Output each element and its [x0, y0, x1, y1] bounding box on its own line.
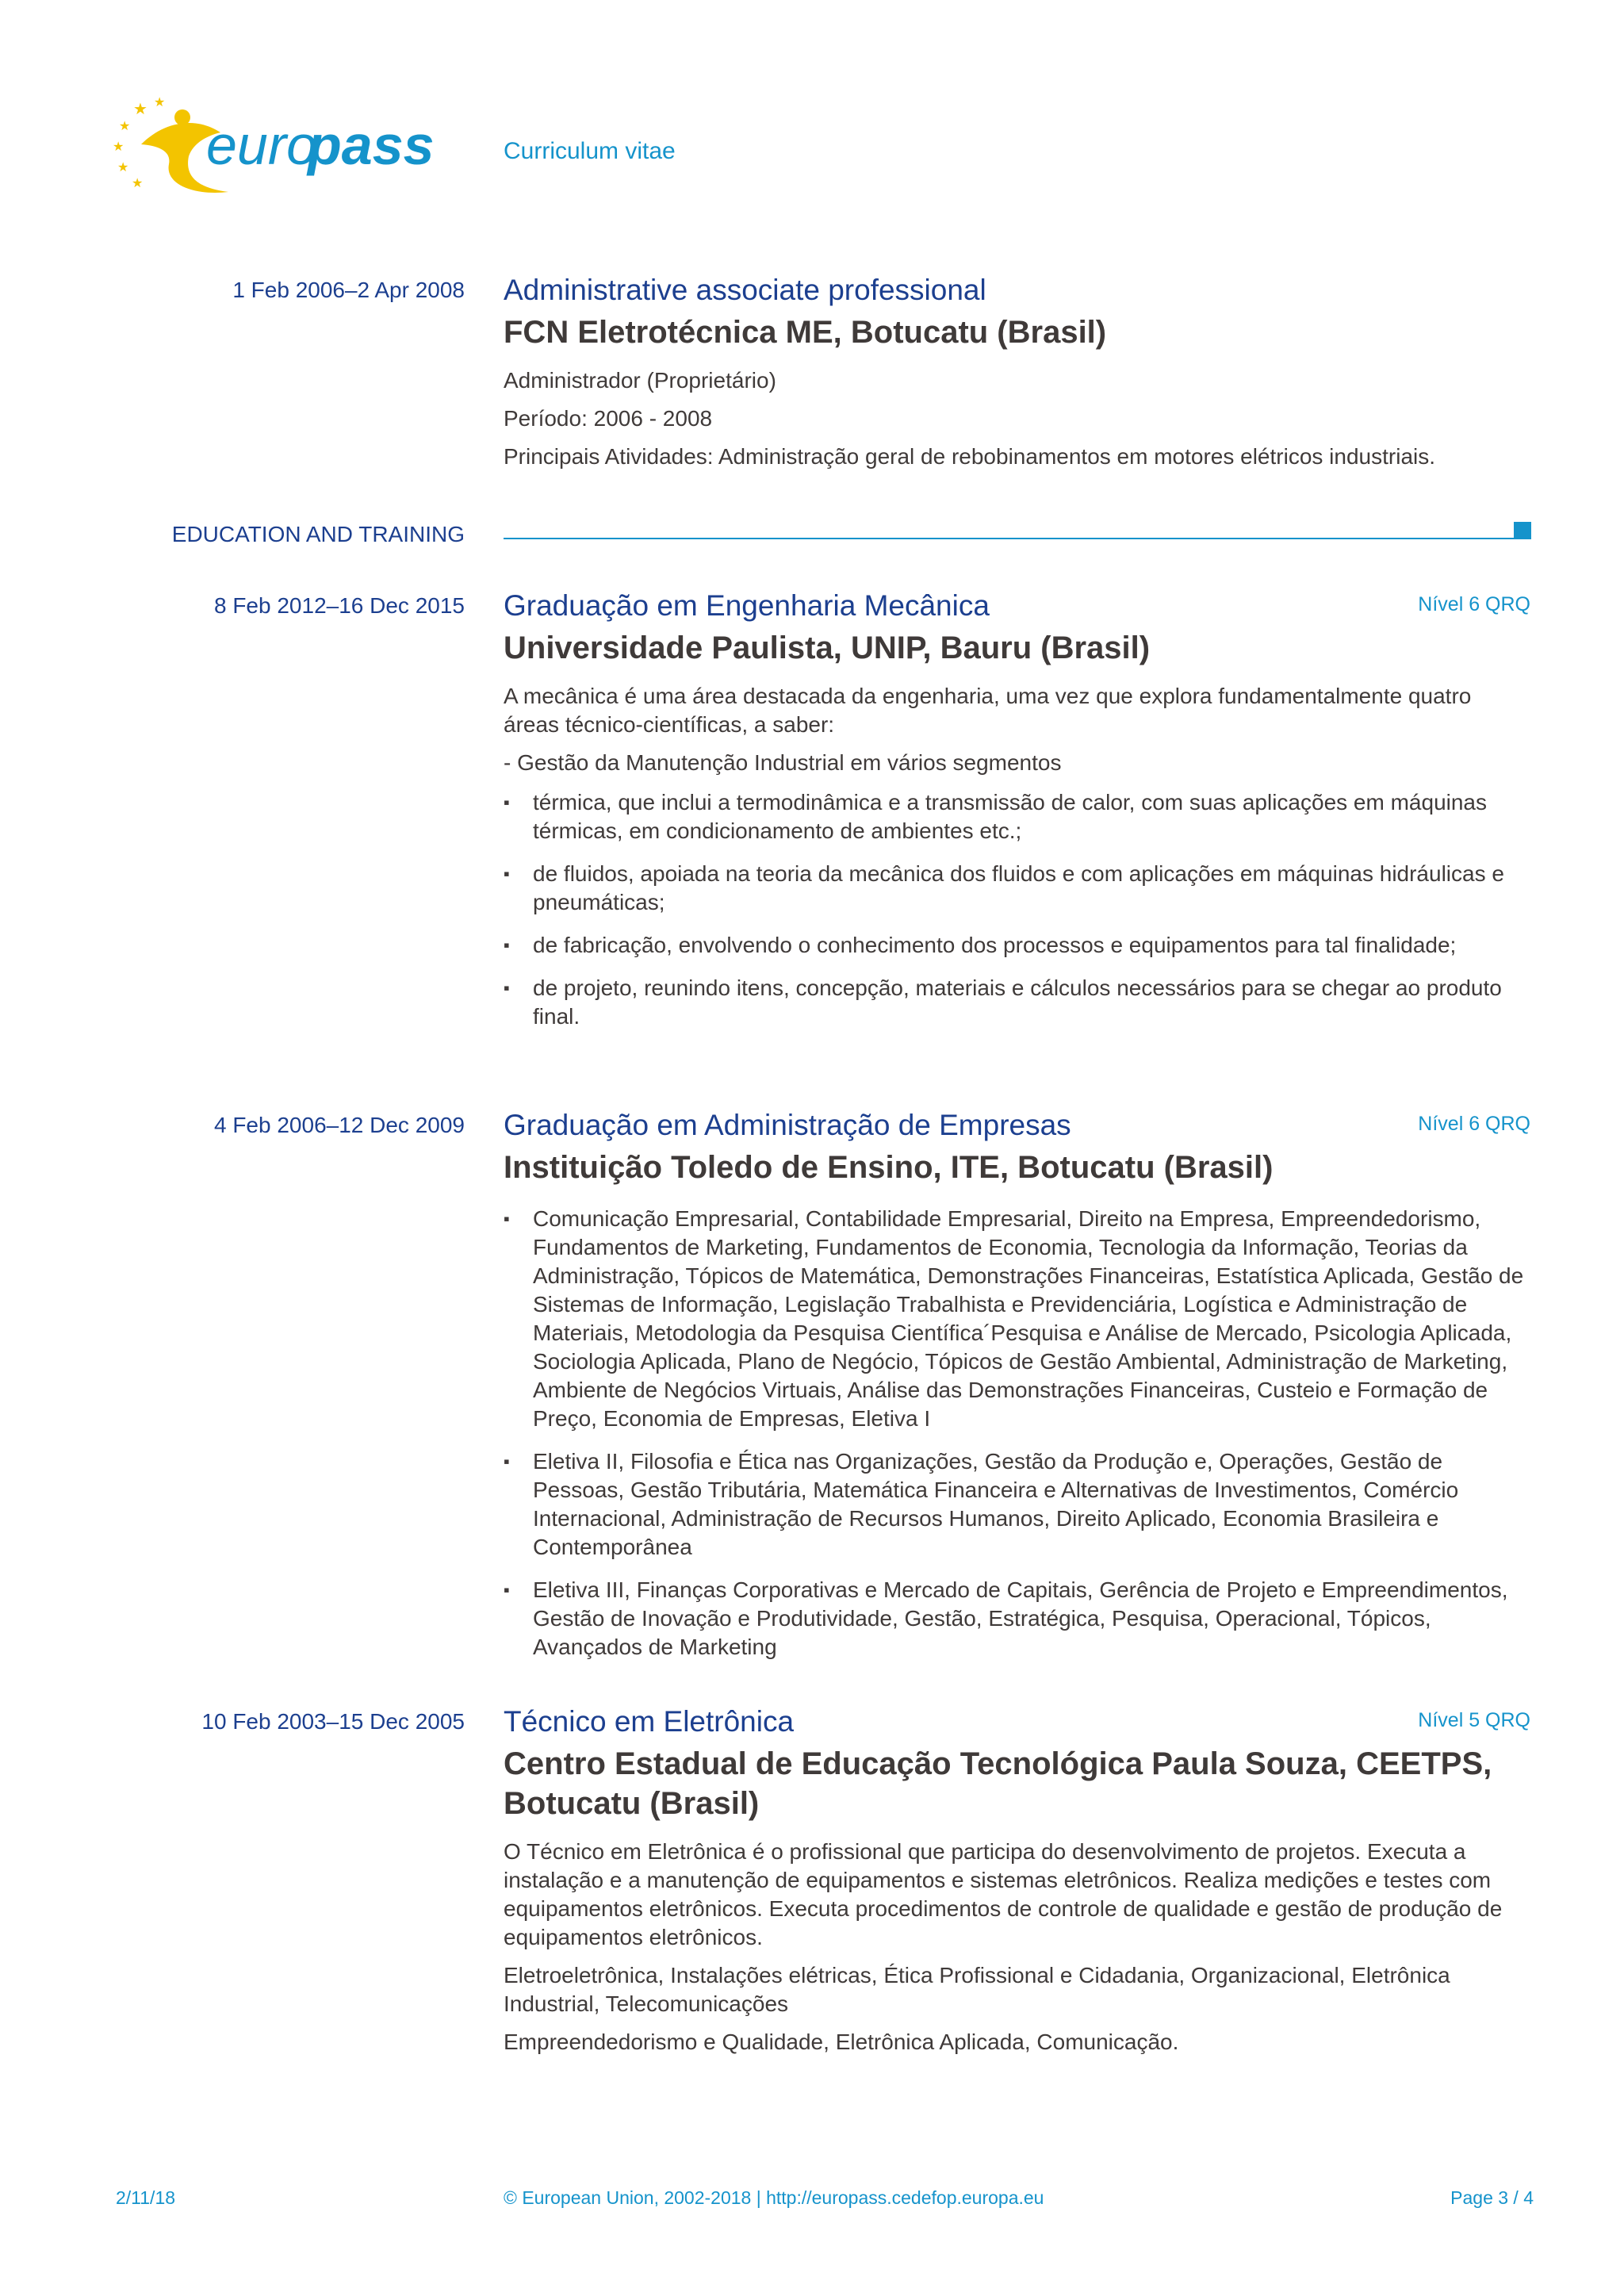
bullet-icon: ▪ — [504, 1580, 510, 1600]
section-divider — [504, 538, 1515, 539]
list-item — [504, 1447, 1530, 1562]
work-entry — [504, 271, 1530, 471]
education-paragraph: Empreendedorismo e Qualidade, Eletrônica Aplicada, Comunicação. — [504, 2030, 1179, 2054]
svg-text:★: ★ — [133, 99, 147, 118]
education-entry — [504, 1703, 1530, 2056]
svg-text:★: ★ — [117, 159, 129, 174]
education-org: Instituição Toledo de Ensino, ITE, Botucatu (Brasil) — [504, 1150, 1274, 1185]
list-item-text: de fluidos, apoiada na teoria da mecânica dos fluidos e com aplicações em máquinas hidráulicas e pneumáticas; — [533, 861, 1504, 914]
list-item-text: térmica, que inclui a termodinâmica e a transmissão de calor, com suas aplicações em máquinas térmicas, em condicionamento de ambientes etc.; — [533, 790, 1488, 843]
list-item — [504, 860, 1530, 917]
education-paragraph: O Técnico em Eletrônica é o profissional que participa do desenvolvimento de projetos. Executa a instalação e a manutenção de equipamentos e sistemas eletrônicos. Realiza medições e testes com equipamentos eletrônicos. Executa procedimentos de controle de qualidade e gestão de produção de equipamentos eletrônicos. — [504, 1839, 1503, 1949]
education-bullet-list — [504, 788, 1530, 1031]
education-date: 4 Feb 2006–12 Dec 2009 — [213, 1113, 465, 1137]
list-item-text: Eletiva III, Finanças Corporativas e Mercado de Capitais, Gerência de Projeto e Empreendimentos, Gestão de Inovação e Produtividade, Gestão, Estratégica, Pesquisa, Operacional, Tópicos, Avançados de Marketing — [533, 1577, 1508, 1659]
education-entry — [504, 1106, 1530, 1676]
bullet-icon: ▪ — [504, 864, 510, 884]
bullet-icon: ▪ — [504, 1209, 510, 1228]
work-date: 1 Feb 2006–2 Apr 2008 — [232, 278, 465, 302]
qualification-level: Nível 6 QRQ — [1418, 1113, 1530, 1135]
bullet-icon: ▪ — [504, 792, 510, 812]
logo-text: pass — [308, 114, 435, 176]
bullet-icon: ▪ — [504, 935, 510, 955]
education-paragraph: A mecânica é uma área destacada da engenharia, uma vez que explora fundamentalmente quatro áreas técnico-científicas, a saber: — [504, 684, 1472, 737]
education-org: Centro Estadual de Educação Tecnológica Paula Souza, CEETPS, Botucatu (Brasil) — [504, 1746, 1492, 1821]
work-line: Administrador (Proprietário) — [504, 368, 776, 393]
qualification-level: Nível 5 QRQ — [1418, 1709, 1530, 1731]
education-date: 8 Feb 2012–16 Dec 2015 — [213, 593, 465, 618]
footer-copyright[interactable]: © European Union, 2002-2018 | http://europass.cedefop.europa.eu — [504, 2187, 1044, 2208]
svg-text:★: ★ — [132, 175, 144, 190]
section-education-label: EDUCATION AND TRAINING — [171, 522, 465, 546]
list-item — [504, 974, 1530, 1031]
list-item — [504, 1205, 1530, 1433]
qualification-level: Nível 6 QRQ — [1418, 593, 1530, 615]
education-entry — [504, 587, 1530, 1045]
svg-text:euro: euro — [206, 114, 318, 176]
work-line: Período: 2006 - 2008 — [504, 406, 713, 431]
svg-text:★: ★ — [113, 139, 124, 154]
education-paragraph: Eletroeletrônica, Instalações elétricas, Ética Profissional e Cidadania, Organizacional, Eletrônica Industrial, Telecomunicações — [504, 1963, 1450, 2016]
list-item-text: de fabricação, envolvendo o conhecimento dos processos e equipamentos para tal finalidade; — [533, 933, 1457, 957]
section-square-icon — [1514, 522, 1531, 539]
work-title: Administrative associate professional — [504, 274, 986, 306]
list-item — [504, 788, 1530, 845]
list-item-text: de projeto, reunindo itens, concepção, materiais e cálculos necessários para se chegar ao produto final. — [533, 976, 1502, 1029]
footer-page-number: Page 3 / 4 — [1450, 2187, 1534, 2208]
work-org: FCN Eletrotécnica ME, Botucatu (Brasil) — [504, 315, 1107, 350]
education-title: Técnico em Eletrônica — [504, 1705, 795, 1738]
education-paragraph: - Gestão da Manutenção Industrial em vários segmentos — [504, 750, 1062, 775]
education-date: 10 Feb 2003–15 Dec 2005 — [201, 1709, 465, 1734]
europass-logo — [109, 89, 474, 200]
work-line: Principais Atividades: Administração geral de rebobinamentos em motores elétricos industriais. — [504, 444, 1436, 469]
svg-text:★: ★ — [119, 118, 131, 133]
bullet-icon: ▪ — [504, 978, 510, 998]
cv-title: Curriculum vitae — [504, 138, 676, 164]
education-org: Universidade Paulista, UNIP, Bauru (Brasil) — [504, 631, 1151, 665]
footer-date: 2/11/18 — [116, 2187, 176, 2208]
bullet-icon: ▪ — [504, 1451, 510, 1471]
svg-text:★: ★ — [154, 94, 166, 109]
europass-logo-graphic — [109, 89, 474, 200]
education-title: Graduação em Administração de Empresas — [504, 1109, 1071, 1141]
education-title: Graduação em Engenharia Mecânica — [504, 589, 990, 622]
list-item — [504, 931, 1530, 960]
list-item-text: Comunicação Empresarial, Contabilidade Empresarial, Direito na Empresa, Empreendedorismo, Fundamentos de Marketing, Fundamentos de Economia, Tecnologia da Informação, Teorias da Administração, Tópicos de Matemática, Demonstrações Financeiras, Estatística Aplicada, Gestão de Sistemas de Informação, Legislação Trabalhista e Previdenciária, Logística e Administração de Materiais, Metodologia da Pesquisa Científica´Pesquisa e Análise de Mercado, Psicologia Aplicada, Sociologia Aplicada, Plano de Negócio, Tópicos de Gestão Ambiental, Administração de Marketing, Ambiente de Negócios Virtuais, Análise das Demonstrações Financeiras, Custeio e Formação de Preço, Economia de Empresas, Eletiva I — [533, 1206, 1524, 1431]
list-item — [504, 1576, 1530, 1662]
list-item-text: Eletiva II, Filosofia e Ética nas Organizações, Gestão da Produção e, Operações, Gestão de Pessoas, Gestão Tributária, Matemática Financeira e Alternativas de Investimentos, Comércio Internacional, Administração de Recursos Humanos, Direito Aplicado, Economia Brasileira e Contemporânea — [533, 1449, 1459, 1559]
education-bullet-list — [504, 1205, 1530, 1662]
